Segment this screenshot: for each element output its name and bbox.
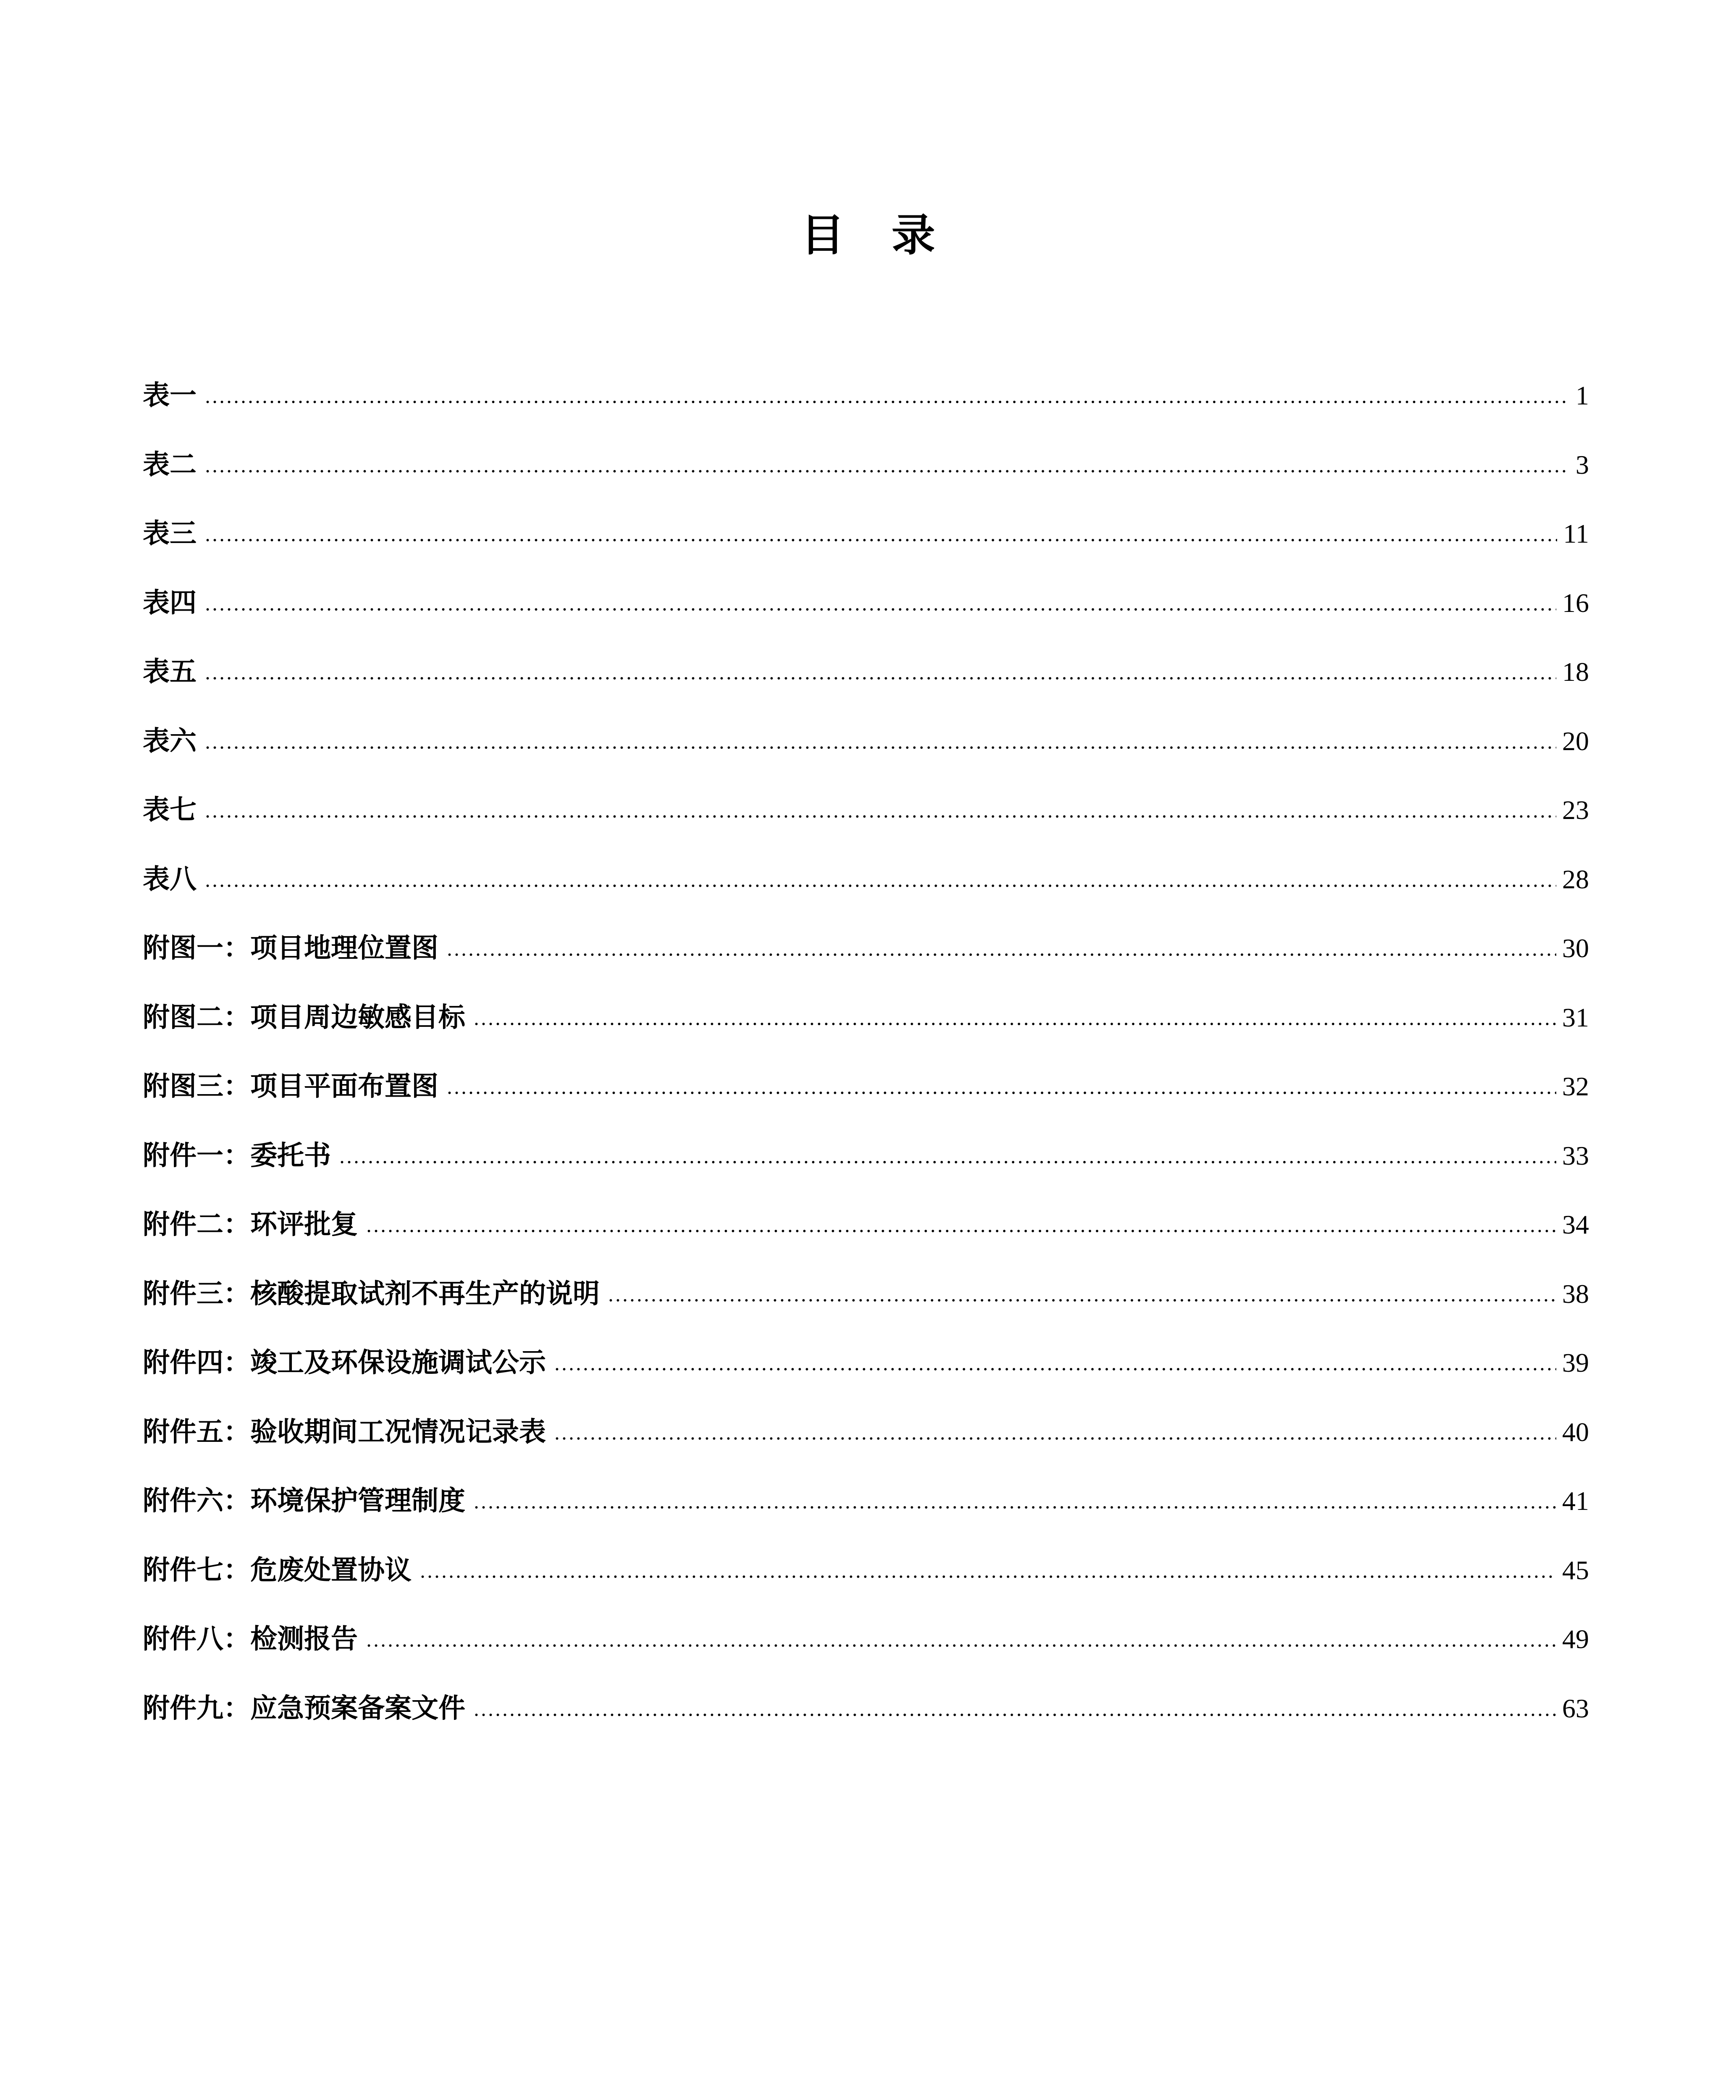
toc-entry[interactable] [143, 1674, 1589, 1743]
toc-entry-label: 附图二：项目周边敏感目标 [143, 1002, 465, 1033]
toc-entry-label: 表五 [143, 656, 197, 688]
toc-entry-label: 附件三：核酸提取试剂不再生产的说明 [143, 1278, 600, 1310]
toc-entry[interactable] [143, 1121, 1589, 1191]
toc-dot-leader [553, 1368, 1556, 1371]
toc-page-number: 11 [1563, 519, 1589, 549]
toc-entry[interactable] [143, 1536, 1589, 1605]
toc-entry-label: 表三 [143, 518, 197, 549]
toc-page-number: 3 [1576, 449, 1589, 480]
toc-entry-label: 附件七：危废处置协议 [143, 1554, 412, 1586]
toc-dot-leader [204, 746, 1556, 749]
toc-entry[interactable] [143, 1398, 1589, 1467]
toc-page-number: 33 [1562, 1140, 1589, 1171]
toc-entry-label: 表八 [143, 864, 197, 895]
toc-entry[interactable] [143, 707, 1589, 776]
toc-page-number: 38 [1562, 1278, 1589, 1309]
toc-page-number: 34 [1562, 1210, 1589, 1239]
toc-dot-leader [607, 1299, 1556, 1302]
toc-dot-leader [446, 1091, 1556, 1095]
toc-entry-label: 附件六：环境保护管理制度 [143, 1486, 465, 1517]
toc-dot-leader [419, 1575, 1556, 1578]
toc-dot-leader [473, 1713, 1556, 1717]
toc-page-number: 23 [1562, 795, 1589, 825]
title-char-2: 录 [892, 209, 936, 261]
toc-entry[interactable] [143, 845, 1589, 914]
toc-entry[interactable] [143, 1605, 1589, 1674]
toc-dot-leader [473, 1022, 1556, 1026]
toc-dot-leader [365, 1644, 1556, 1647]
toc-dot-leader [204, 400, 1570, 404]
toc-dot-leader [204, 470, 1570, 473]
page-title [0, 206, 1736, 265]
toc-dot-leader [204, 608, 1556, 611]
toc-entry[interactable] [143, 361, 1589, 430]
toc-page-number: 49 [1562, 1624, 1589, 1654]
toc-page-number: 45 [1562, 1555, 1589, 1585]
toc-entry[interactable] [143, 1260, 1589, 1329]
toc-dot-leader [204, 677, 1556, 680]
toc-entry[interactable] [143, 1190, 1589, 1260]
title-char-1: 目 [800, 209, 844, 261]
toc-dot-leader [553, 1437, 1556, 1440]
toc-page-number: 20 [1562, 726, 1589, 756]
toc-entry[interactable] [143, 776, 1589, 845]
toc-page-number: 41 [1562, 1486, 1589, 1516]
toc-entry[interactable] [143, 638, 1589, 707]
toc-entry-label: 附图三：项目平面布置图 [143, 1071, 438, 1102]
toc-entry-label: 附件八：检测报告 [143, 1624, 358, 1655]
toc-dot-leader [338, 1160, 1556, 1164]
toc-entry[interactable] [143, 499, 1589, 569]
toc-entry-label: 附件九：应急预案备案文件 [143, 1693, 465, 1724]
toc-entry-label: 表七 [143, 795, 197, 826]
toc-dot-leader [204, 815, 1556, 818]
table-of-contents [143, 361, 1589, 1743]
toc-dot-leader [365, 1229, 1556, 1233]
toc-entry-label: 附图一：项目地理位置图 [143, 933, 438, 964]
toc-entry[interactable] [143, 1467, 1589, 1536]
toc-entry-label: 表二 [143, 449, 197, 480]
toc-dot-leader [204, 538, 1557, 542]
toc-page-number: 39 [1562, 1348, 1589, 1378]
toc-page-number: 30 [1562, 933, 1589, 963]
toc-page-number: 16 [1562, 588, 1589, 618]
toc-entry-label: 表六 [143, 725, 197, 757]
toc-entry[interactable] [143, 983, 1589, 1053]
toc-entry[interactable] [143, 430, 1589, 500]
toc-entry[interactable] [143, 914, 1589, 983]
toc-entry[interactable] [143, 1328, 1589, 1398]
toc-entry[interactable] [143, 569, 1589, 638]
toc-entry-label: 附件二：环评批复 [143, 1209, 358, 1240]
toc-page-number: 63 [1562, 1693, 1589, 1723]
toc-entry-label: 附件四：竣工及环保设施调试公示 [143, 1347, 546, 1378]
toc-entry-label: 表一 [143, 380, 197, 411]
toc-page-number: 31 [1562, 1002, 1589, 1032]
toc-page-number: 28 [1562, 864, 1589, 894]
toc-page-number: 40 [1562, 1417, 1589, 1447]
toc-dot-leader [204, 884, 1556, 887]
toc-page-number: 32 [1562, 1071, 1589, 1101]
toc-entry-label: 表四 [143, 587, 197, 619]
toc-dot-leader [473, 1506, 1556, 1509]
toc-entry-label: 附件五：验收期间工况情况记录表 [143, 1416, 546, 1448]
toc-page-number: 1 [1576, 381, 1589, 410]
toc-entry-label: 附件一：委托书 [143, 1140, 331, 1171]
toc-page-number: 18 [1562, 657, 1589, 687]
toc-entry[interactable] [143, 1052, 1589, 1121]
toc-dot-leader [446, 953, 1556, 956]
